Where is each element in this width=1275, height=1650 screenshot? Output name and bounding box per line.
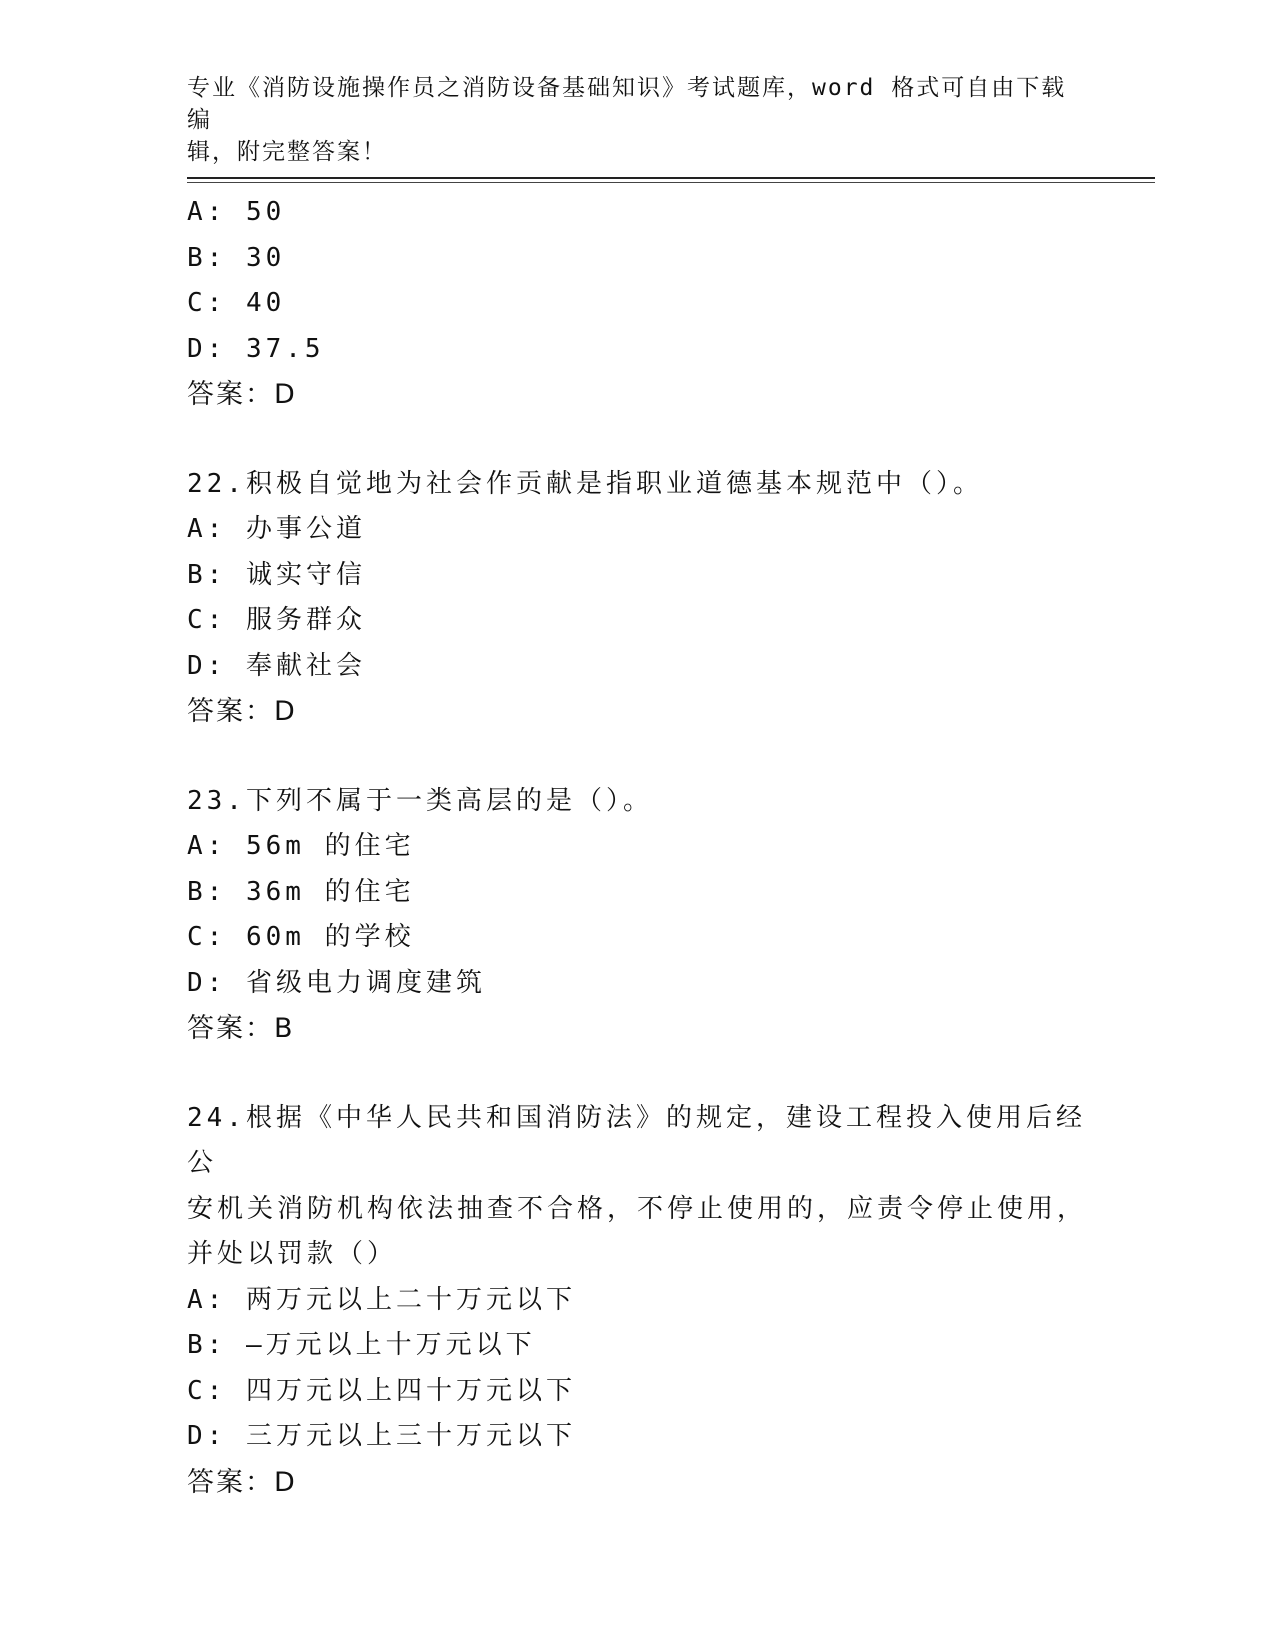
question-list <box>187 190 1087 1505</box>
option-d: D: 奉献社会 <box>187 650 366 681</box>
option-a: A: 两万元以上二十万元以下 <box>187 1284 576 1315</box>
option-a: A: 办事公道 <box>187 514 366 544</box>
header-line-2: 辑，附完整答案！ <box>187 139 387 165</box>
question-21 <box>187 190 1087 418</box>
option-d: D: 37.5 <box>187 333 325 364</box>
answer-line: 答案：D <box>187 379 297 410</box>
option-a: A: 56m 的住宅 <box>187 831 415 861</box>
document-header <box>187 72 1087 168</box>
question-stem-line-3: 并处以罚款（） <box>187 1239 398 1269</box>
header-line-1: 专业《消防设施操作员之消防设备基础知识》考试题库，word 格式可自由下载编 <box>187 75 1067 133</box>
question-stem: 22.积极自觉地为社会作贡献是指职业道德基本规范中（）。 <box>187 468 983 499</box>
question-stem: 23.下列不属于一类高层的是（）。 <box>187 785 653 816</box>
answer-line: 答案：D <box>187 696 297 727</box>
answer-line: 答案：D <box>187 1466 297 1498</box>
option-b: B: 36m 的住宅 <box>187 876 415 907</box>
option-d: D: 三万元以上三十万元以下 <box>187 1421 576 1451</box>
option-c: C: 60m 的学校 <box>187 922 415 952</box>
question-stem-line-2: 安机关消防机构依法抽查不合格，不停止使用的，应责令停止使用， <box>187 1193 1088 1224</box>
header-divider-thick <box>187 177 1155 179</box>
answer-line: 答案：B <box>187 1013 295 1044</box>
option-c: C: 40 <box>187 288 286 318</box>
spacer <box>187 1052 1087 1096</box>
option-b: B: 诚实守信 <box>187 559 366 590</box>
option-d: D: 省级电力调度建筑 <box>187 967 486 998</box>
option-c: C: 服务群众 <box>187 605 366 635</box>
question-22 <box>187 462 1087 735</box>
option-b: B: 30 <box>187 242 286 273</box>
option-c: C: 四万元以上四十万元以下 <box>187 1375 576 1406</box>
question-23 <box>187 779 1087 1052</box>
header-divider-thin <box>187 182 1155 183</box>
option-b: B: —万元以上十万元以下 <box>187 1330 536 1360</box>
option-a: A: 50 <box>187 197 286 227</box>
question-stem-line-1: 24.根据《中华人民共和国消防法》的规定，建设工程投入使用后经公 <box>187 1102 1086 1178</box>
spacer <box>187 735 1087 779</box>
question-24 <box>187 1096 1087 1506</box>
spacer <box>187 418 1087 462</box>
